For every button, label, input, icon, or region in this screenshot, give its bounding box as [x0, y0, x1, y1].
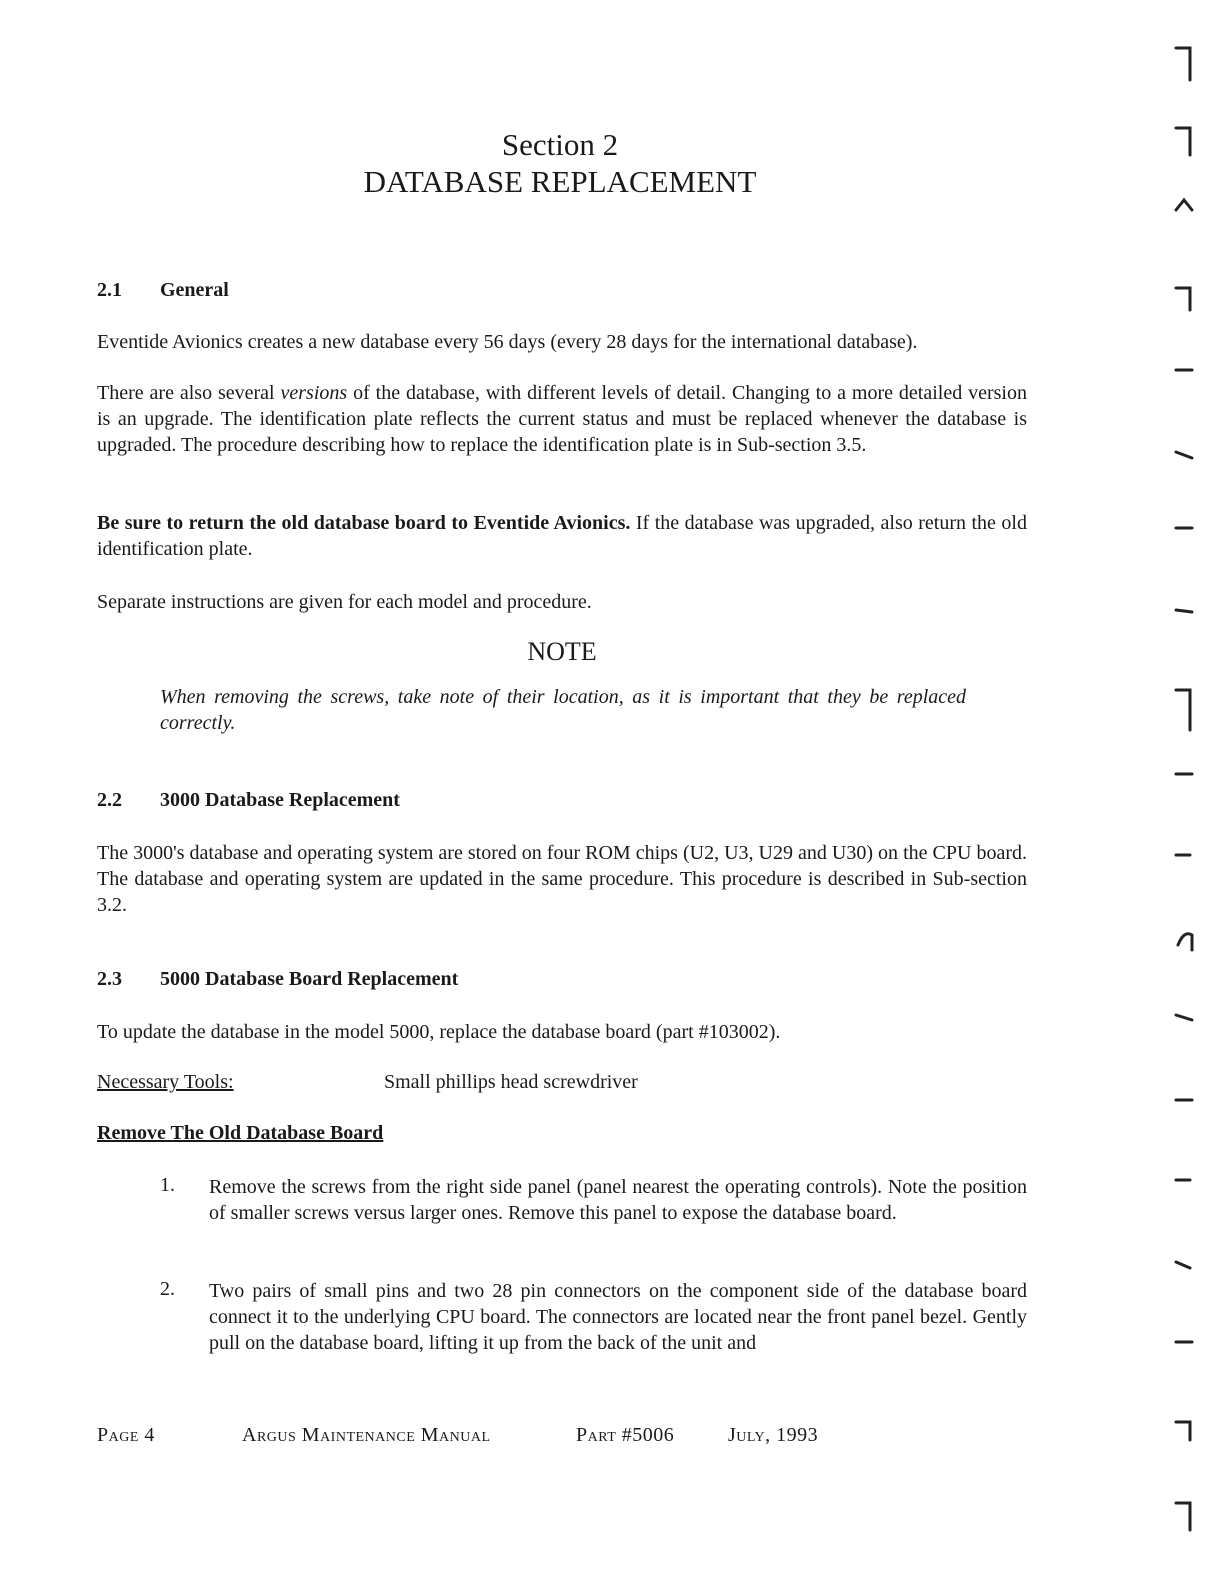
general-paragraph-1: Eventide Avionics creates a new database every 56 days (every 28 days for the international database). — [97, 331, 918, 353]
footer-page: Page 4 — [97, 1424, 155, 1446]
section-2-3-number: 2.3 — [97, 968, 122, 990]
section-2-1-number: 2.1 — [97, 279, 122, 301]
return-board-warning: Be sure to return the old database board to Eventide Avionics. — [97, 512, 631, 534]
necessary-tools-label: Necessary Tools: — [97, 1071, 234, 1093]
section-2-1-title: General — [160, 279, 229, 301]
section-title: DATABASE REPLACEMENT — [363, 164, 757, 199]
note-heading: NOTE — [527, 637, 597, 666]
p3-rest: If the database was upgraded, also return the old identification plate. — [97, 512, 1027, 560]
section-2-2-number: 2.2 — [97, 789, 122, 811]
general-paragraph-4: Separate instructions are given for each model and procedure. — [97, 591, 592, 613]
section-2-2-paragraph: The 3000's database and operating system are stored on four ROM chips (U2, U3, U29 and U30) on the CPU board. The database and operating system are updated in the same procedure. This procedure is described in Sub-section 3.2. — [97, 842, 1027, 916]
footer-part: Part #5006 — [576, 1424, 675, 1446]
remove-board-subheading: Remove The Old Database Board — [97, 1122, 384, 1144]
p2-start: There are also several — [97, 382, 281, 404]
footer-manual: Argus Maintenance Manual — [242, 1424, 491, 1446]
note-text: When removing the screws, take note of their location, as it is important that they be replaced correctly. — [160, 686, 966, 734]
general-paragraph-2 — [97, 380, 1027, 458]
versions-emphasis: versions — [280, 382, 348, 404]
step-1-text: Remove the screws from the right side panel (panel nearest the operating controls). Note the position of smaller screws versus larger ones. Remove this panel to expose the database board. — [209, 1176, 1027, 1224]
section-label: Section 2 — [501, 127, 619, 162]
general-paragraph-3 — [97, 510, 1027, 562]
necessary-tools-value: Small phillips head screwdriver — [384, 1071, 638, 1093]
section-2-2-title: 3000 Database Replacement — [160, 789, 400, 811]
step-2-text: Two pairs of small pins and two 28 pin connectors on the component side of the database board connect it to the underlying CPU board. The connectors are located near the front panel bezel. Gently pull on the database board, lifting it up from the back of the unit and — [209, 1280, 1027, 1354]
p2-end: of the database, with different levels of detail. Changing to a more detailed version is an upgrade. The identification plate reflects the current status and must be replaced whenever the database is upgraded. The procedure describing how to replace the identification plate is in Sub-section 3.5. — [97, 382, 1027, 456]
step-1-number: 1. — [160, 1174, 175, 1196]
footer-date: July, 1993 — [728, 1424, 819, 1446]
step-2-number: 2. — [160, 1278, 175, 1300]
binding-marks-decoration — [1168, 40, 1208, 1550]
section-2-3-paragraph: To update the database in the model 5000, replace the database board (part #103002). — [97, 1021, 781, 1043]
section-2-3-title: 5000 Database Board Replacement — [160, 968, 459, 990]
